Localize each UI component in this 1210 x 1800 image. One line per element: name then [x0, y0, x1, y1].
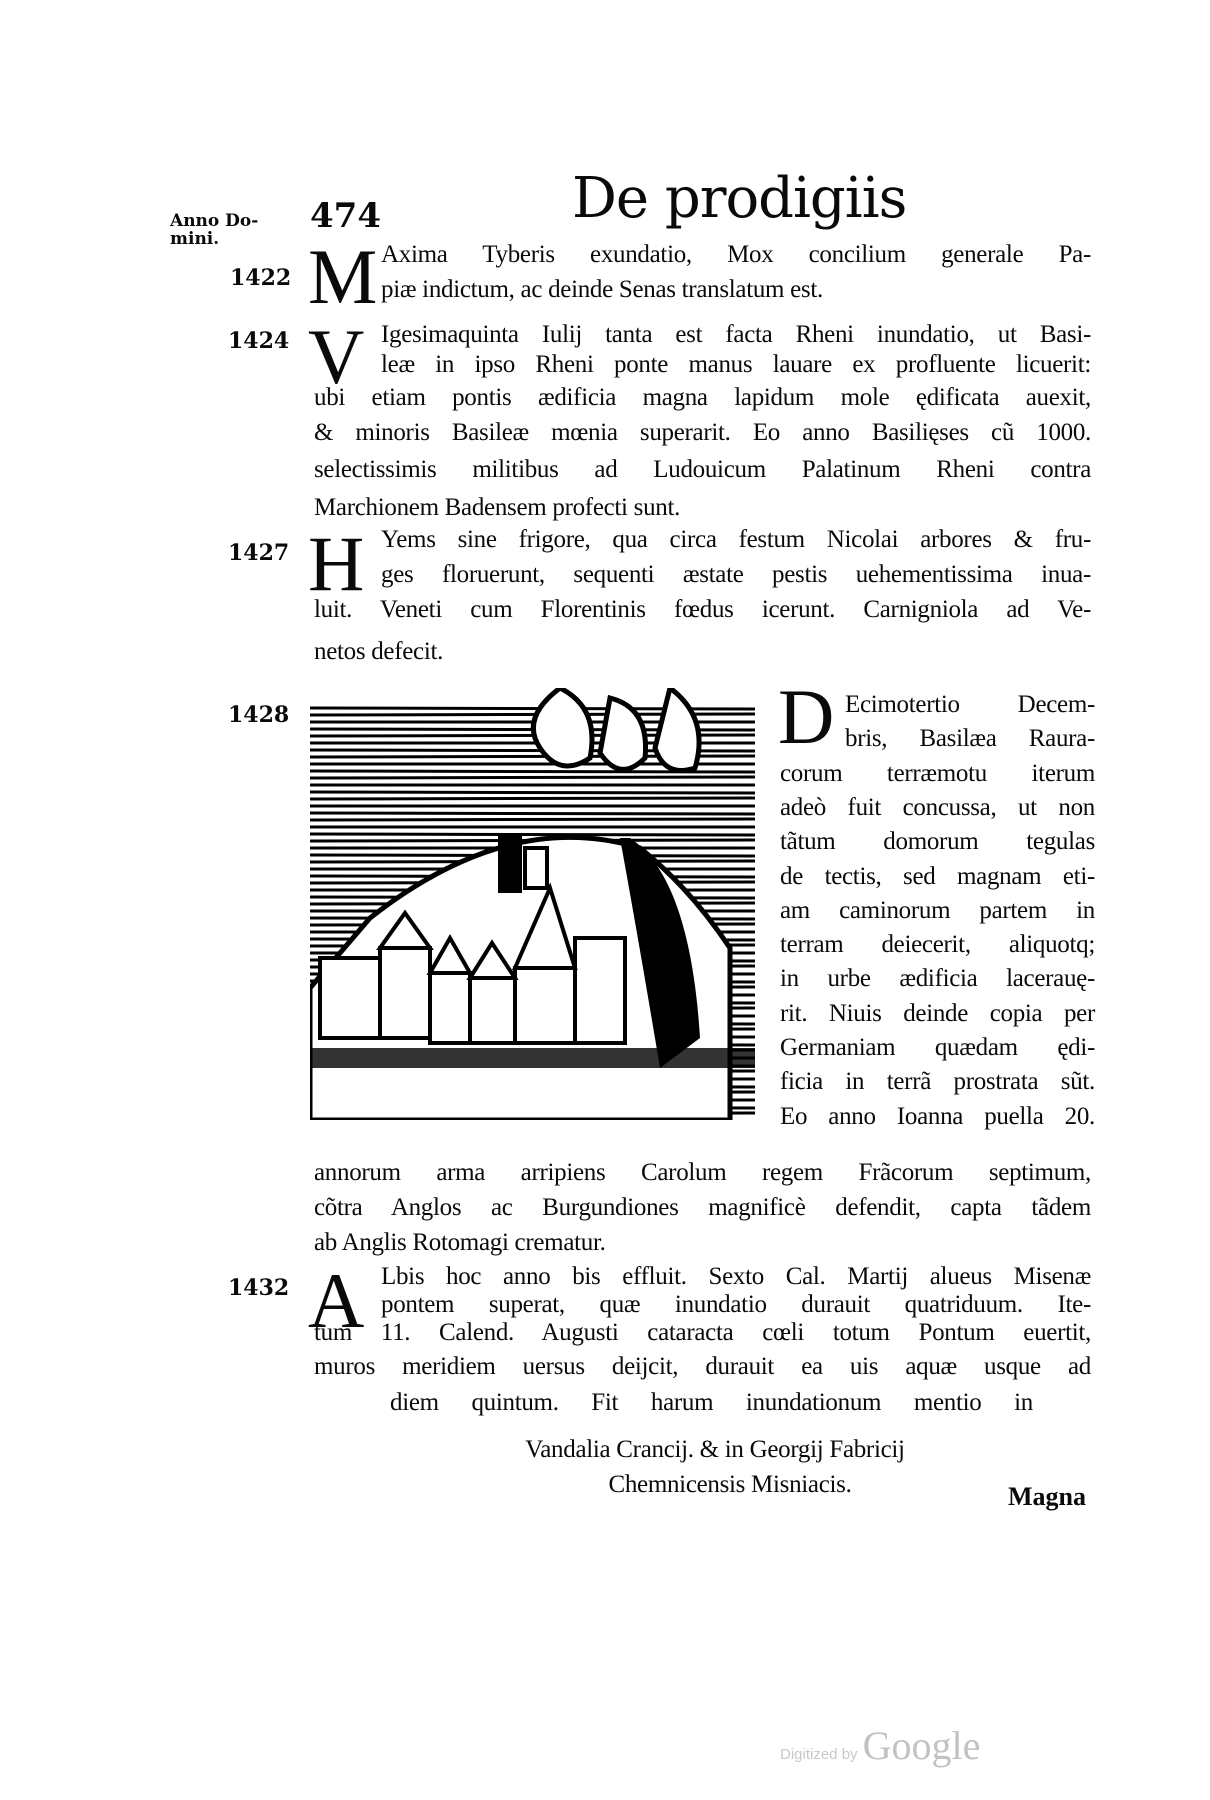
catchword: Magna [1008, 1482, 1086, 1511]
hatch-line [310, 813, 755, 814]
drop-cap: D [778, 673, 835, 760]
text-line: luit. Veneti cum Florentinis fœdus icerunt. Carnigniola ad Ve- [314, 596, 1091, 623]
text-line: Yems sine frigore, qua circa festum Nicolai arbores & fru- [381, 526, 1091, 553]
margin-year: 1424 [228, 328, 290, 354]
text-line: ab Anglis Rotomagi crematur. [314, 1229, 606, 1256]
side-label-line: mini. [170, 229, 220, 249]
text-line: Chemnicensis Misniacis. [608, 1471, 852, 1498]
text-line: Eo anno Ioanna puella 20. [780, 1102, 1095, 1130]
hatch-line [310, 798, 755, 799]
drop-cap: H [308, 520, 365, 607]
text-line: tum 11. Calend. Augusti cataracta cœli totum Pontum euertit, [314, 1319, 1091, 1346]
text-line: am caminorum partem in [780, 896, 1095, 924]
text-line: Ecimotertio Decem- [845, 691, 1095, 718]
running-title: De prodigiis [572, 166, 907, 231]
margin-year: 1432 [228, 1275, 290, 1301]
text-line: diem quintum. Fit harum inundationum mentio in [390, 1389, 1033, 1416]
hatch-line [310, 819, 755, 820]
watermark-prefix: Digitized by [780, 1746, 858, 1763]
drop-cap: M [308, 233, 378, 320]
anno-domini-label [170, 212, 258, 248]
woodcut-illustration-earthquake-basel [310, 688, 755, 1120]
text-line: Marchionem Badensem profecti sunt. [314, 494, 681, 521]
text-line: Vandalia Crancij. & in Georgij Fabricij [525, 1436, 905, 1463]
text-line: Igesimaquinta Iulij tanta est facta Rheni inundatio, ut Basi- [381, 321, 1091, 348]
hatch-line [310, 792, 755, 793]
hatch-line [310, 777, 755, 778]
text-line: Germaniam quædam ędi- [780, 1034, 1095, 1061]
text-line: ficia in terrã prostrata sũt. [780, 1068, 1095, 1096]
margin-year: 1428 [228, 702, 290, 728]
text-line: terram deiecerit, aliquotq; [780, 931, 1095, 959]
text-line: cõtra Anglos ac Burgundiones magnificè defendit, capta tãdem [314, 1194, 1091, 1221]
text-line: corum terræmotu iterum [780, 759, 1095, 787]
text-line: bris, Basilæa Raura- [845, 725, 1095, 753]
text-line: selectissimis militibus ad Ludouicum Palatinum Rheni contra [314, 456, 1091, 483]
google-watermark [780, 1722, 980, 1769]
hatch-line [310, 834, 755, 835]
text-line: pontem superat, quæ inundatio durauit quatriduum. Ite- [381, 1291, 1091, 1318]
text-line: in urbe ædificia lacerauę- [780, 965, 1095, 993]
text-line: tãtum domorum tegulas [780, 828, 1095, 856]
text-line: muros meridiem uersus deijcit, durauit ea uis aquæ usque ad [314, 1353, 1091, 1380]
text-line: Lbis hoc anno bis effluit. Sexto Cal. Martij alueus Misenæ [381, 1263, 1091, 1290]
text-line: de tectis, sed magnam eti- [780, 862, 1095, 890]
text-line: netos defecit. [314, 638, 444, 665]
text-line: ges floruerunt, sequenti æstate pestis uehementissima inua- [381, 561, 1091, 588]
margin-year: 1427 [228, 540, 290, 566]
text-line: ubi etiam pontis ædificia magna lapidum mole ędificata auexit, [314, 384, 1091, 411]
drop-cap: V [308, 313, 365, 400]
margin-year: 1422 [230, 265, 292, 291]
side-label-line: Anno Do- [170, 211, 259, 231]
text-line: annorum arma arripiens Carolum regem Frãcorum septimum, [314, 1159, 1091, 1186]
watermark-brand: Google [862, 1723, 981, 1768]
text-line: & minoris Basileæ mœnia superarit. Eo anno Basilięses cũ 1000. [314, 419, 1091, 446]
text-line: rit. Niuis deinde copia per [780, 999, 1095, 1027]
text-line: Axima Tyberis exundatio, Mox concilium generale Pa- [381, 241, 1091, 268]
page-number: 474 [310, 196, 381, 236]
drop-cap: A [308, 1257, 365, 1344]
text-line: adeò fuit concussa, ut non [780, 793, 1095, 821]
text-line: piæ indictum, ac deinde Senas translatum est. [381, 276, 823, 303]
text-line: leæ in ipso Rheni ponte manus lauare ex profluente licuerit: [381, 351, 1091, 378]
